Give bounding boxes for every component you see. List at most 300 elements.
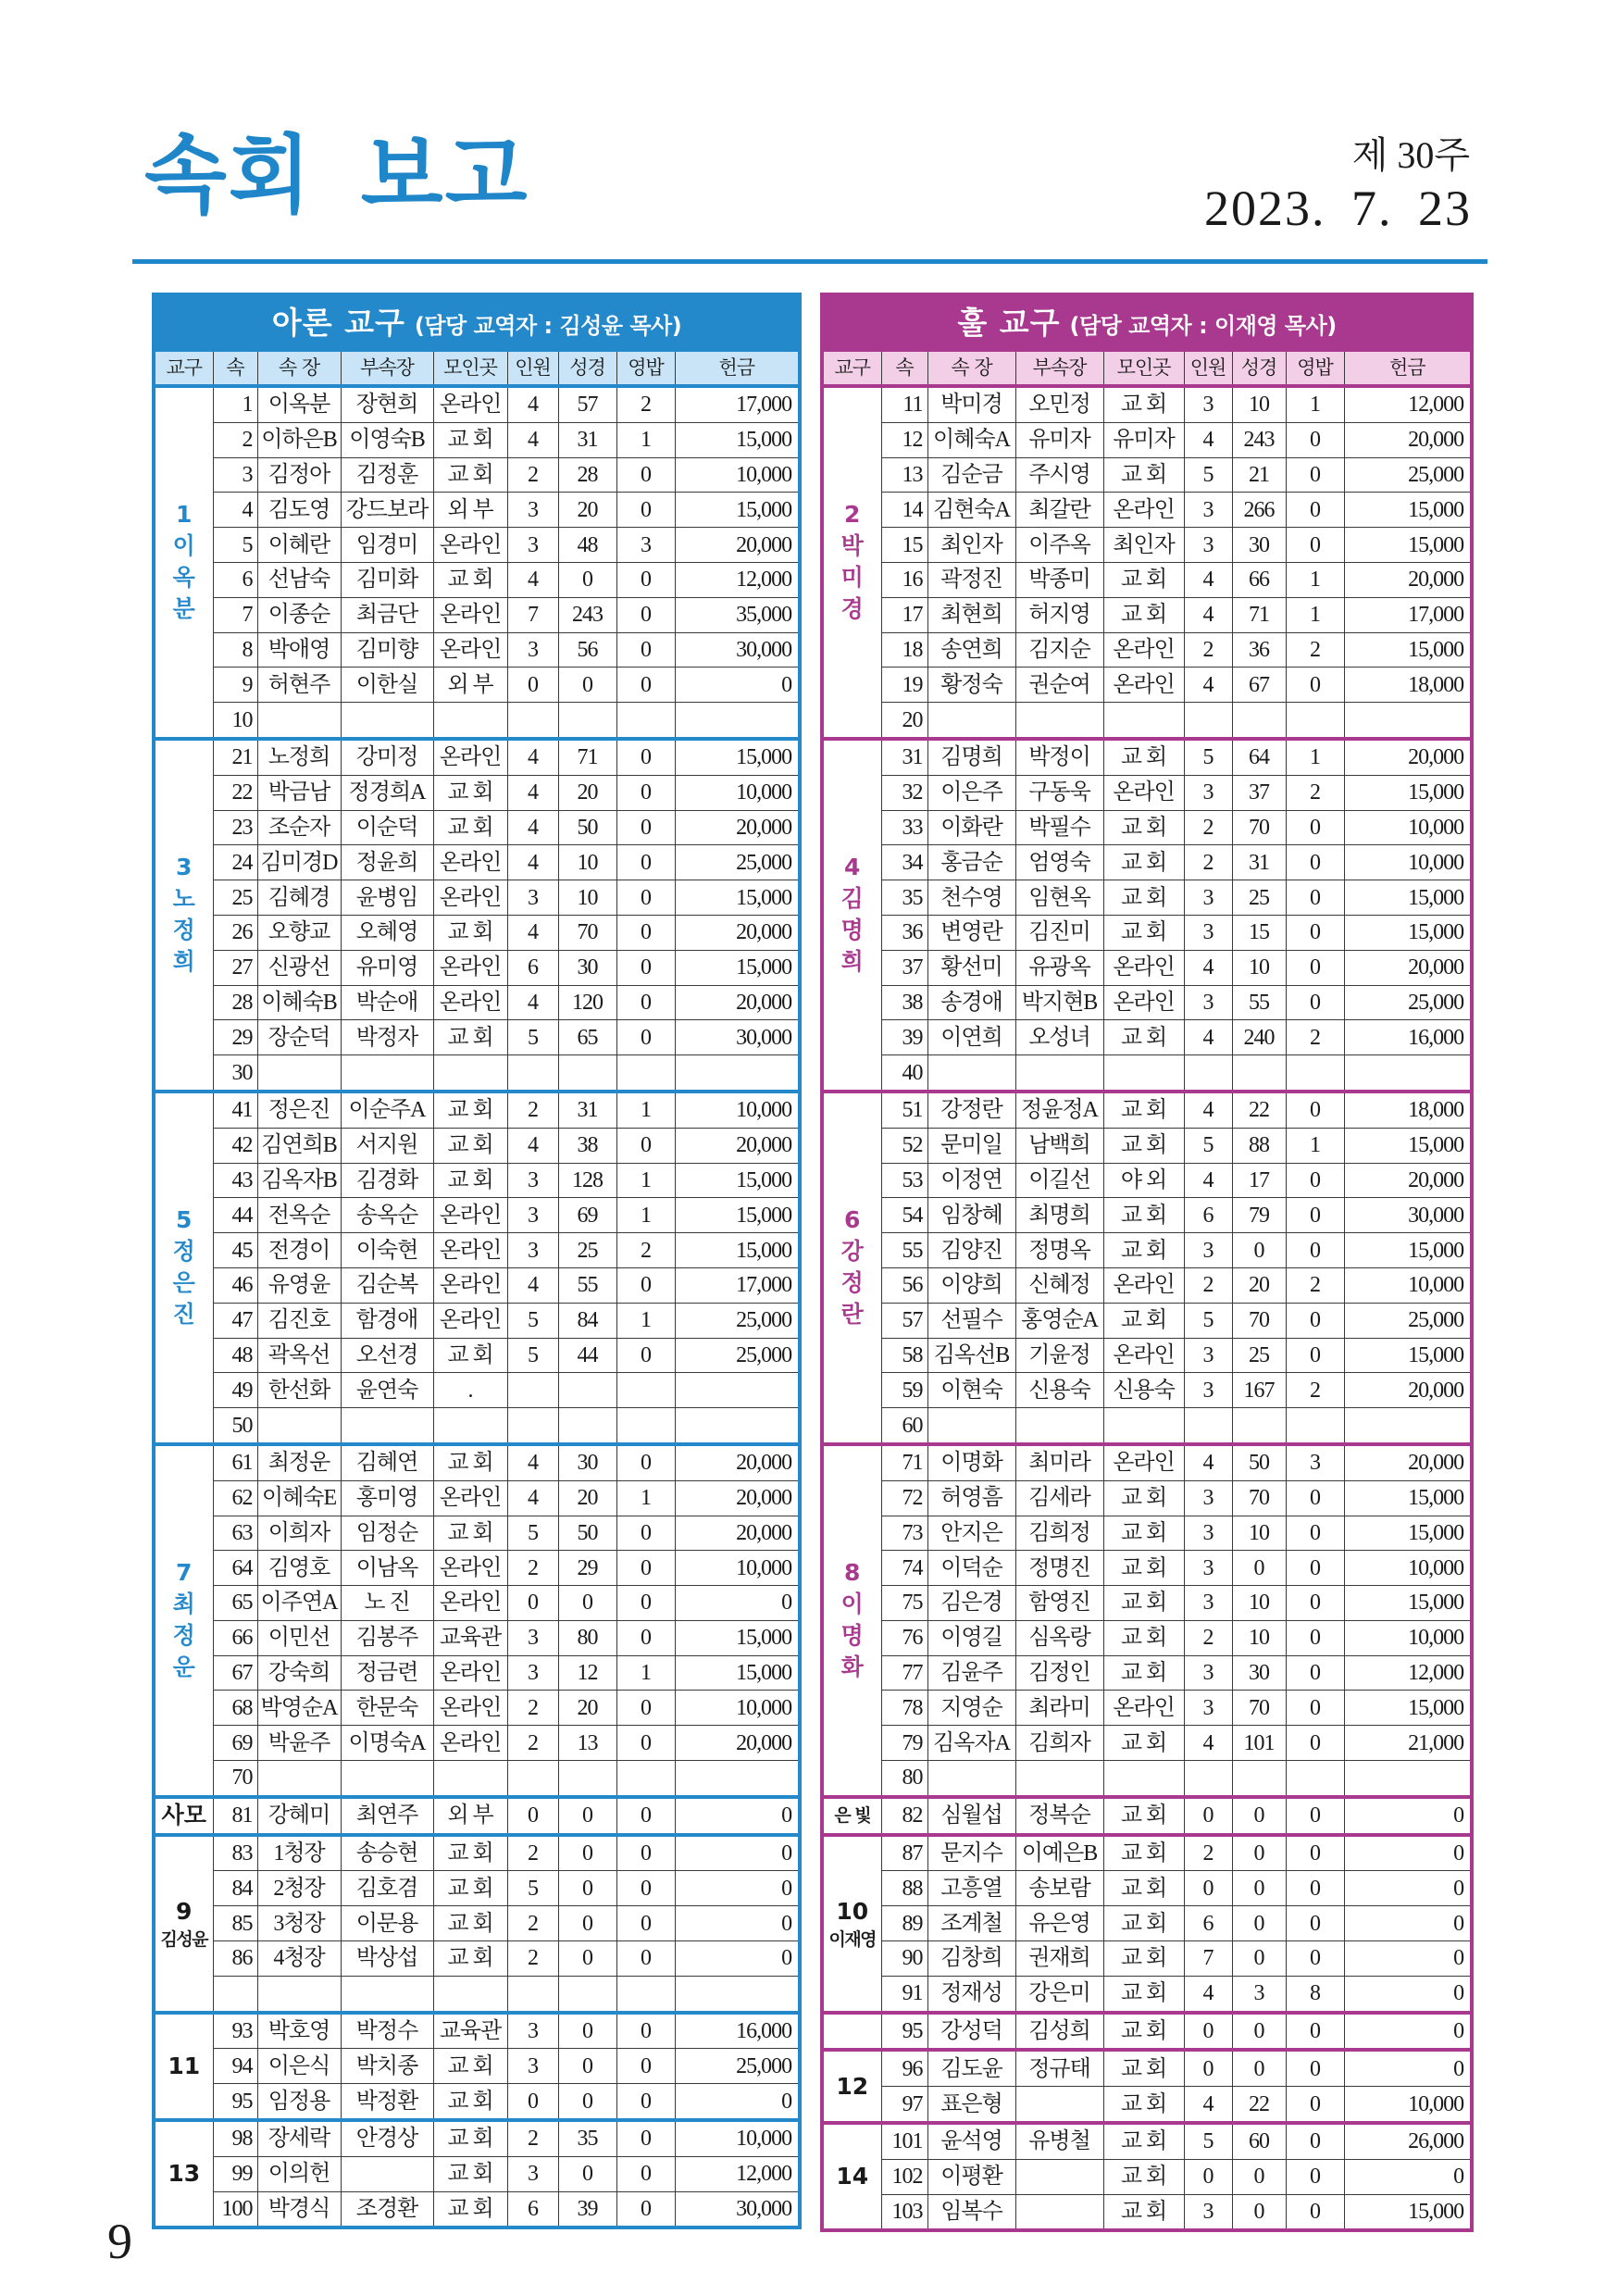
cell-yeongbap: 0: [616, 739, 675, 775]
cell-bible: 0: [558, 1871, 616, 1906]
cell-yeongbap: 0: [1286, 422, 1344, 457]
cell-place: 교 회: [433, 1871, 507, 1906]
cell-attendance: 2: [507, 1906, 558, 1941]
cell-yeongbap: 0: [616, 1871, 675, 1906]
report-row: [154, 1620, 800, 1655]
cell-yeongbap: 0: [616, 775, 675, 810]
cell-subleader: 박정이: [1015, 739, 1103, 775]
cell-leader: 박경식: [257, 2191, 341, 2227]
district-title: 아론 교구: [271, 304, 405, 341]
cell-offering: 0: [1344, 1941, 1472, 1977]
cell-offering: 15,000: [675, 880, 800, 916]
cell-leader: [257, 1761, 341, 1797]
cell-offering: 15,000: [1344, 1516, 1472, 1551]
cell-offering: [675, 1408, 800, 1444]
cell-bible: 70: [1232, 1691, 1286, 1726]
cell-bible: 0: [1232, 2159, 1286, 2194]
cell-subleader: 이순주A: [341, 1092, 433, 1128]
cell-bible: 38: [558, 1128, 616, 1163]
cell-yeongbap: [1286, 1055, 1344, 1092]
cell-offering: 25,000: [1344, 1303, 1472, 1338]
cell-subleader: 이숙현: [341, 1233, 433, 1268]
cell-subleader: 김호겸: [341, 1871, 433, 1906]
cell-yeongbap: 1: [1286, 597, 1344, 632]
cell-bible: [558, 1055, 616, 1092]
cell-leader: 홍금순: [927, 845, 1015, 880]
cell-place: 교 회: [433, 2191, 507, 2227]
cell-offering: 10,000: [1344, 1267, 1472, 1303]
column-header: 속 장: [257, 350, 341, 386]
cell-attendance: 4: [1184, 597, 1232, 632]
cell-leader: 이영길: [927, 1620, 1015, 1655]
cell-attendance: 2: [1184, 1835, 1232, 1871]
cell-yeongbap: 0: [1286, 1655, 1344, 1691]
table-title-row: [154, 294, 800, 350]
cell-sok: 91: [881, 1976, 927, 2012]
report-row: [154, 562, 800, 597]
aaron-district-table: [152, 293, 802, 2229]
column-header: 성경: [558, 350, 616, 386]
district-label-line: 13: [168, 2160, 201, 2188]
cell-attendance: 3: [507, 2049, 558, 2084]
cell-place: 온라인: [433, 1303, 507, 1338]
cell-yeongbap: 3: [616, 528, 675, 563]
cell-yeongbap: 0: [616, 1941, 675, 1977]
cell-leader: 이정연: [927, 1163, 1015, 1198]
cell-sok: 100: [213, 2191, 257, 2227]
report-row: [154, 668, 800, 703]
cell-place: 외 부: [433, 493, 507, 528]
cell-place: 교 회: [433, 1338, 507, 1373]
cell-bible: 0: [558, 1835, 616, 1871]
cell-yeongbap: 0: [616, 810, 675, 845]
cell-attendance: 0: [507, 2084, 558, 2120]
cell-place: 교 회: [1103, 1655, 1184, 1691]
cell-leader: 김정아: [257, 457, 341, 493]
report-row: [154, 1198, 800, 1233]
cell-yeongbap: [616, 703, 675, 739]
cell-place: [433, 1055, 507, 1092]
cell-offering: 15,000: [675, 950, 800, 985]
cell-place: [433, 1976, 507, 2012]
cell-subleader: 박정환: [341, 2084, 433, 2120]
cell-offering: 10,000: [1344, 1620, 1472, 1655]
cell-offering: 15,000: [1344, 1586, 1472, 1621]
cell-leader: 김영호: [257, 1551, 341, 1586]
cell-place: 온라인: [433, 1233, 507, 1268]
cell-attendance: 2: [507, 1835, 558, 1871]
cell-subleader: 박순애: [341, 985, 433, 1020]
cell-yeongbap: 2: [1286, 632, 1344, 668]
report-row: [822, 597, 1472, 632]
cell-bible: 10: [1232, 1620, 1286, 1655]
report-row: [822, 1551, 1472, 1586]
cell-subleader: 임현옥: [1015, 880, 1103, 916]
cell-bible: 57: [558, 386, 616, 422]
cell-attendance: 4: [507, 845, 558, 880]
cell-offering: 26,000: [1344, 2123, 1472, 2159]
cell-subleader: 김성희: [1015, 2013, 1103, 2051]
cell-place: 교 회: [1103, 1128, 1184, 1163]
cell-offering: 15,000: [1344, 1128, 1472, 1163]
cell-place: 교 회: [1103, 2194, 1184, 2230]
district-label-line: 은 빛: [834, 1805, 871, 1827]
cell-yeongbap: 0: [1286, 1163, 1344, 1198]
cell-attendance: 3: [507, 2013, 558, 2049]
cell-subleader: 강미정: [341, 739, 433, 775]
report-row: [154, 2156, 800, 2191]
cell-place: .: [433, 1373, 507, 1408]
cell-yeongbap: 0: [616, 1020, 675, 1055]
cell-bible: 79: [1232, 1198, 1286, 1233]
cell-bible: 28: [558, 457, 616, 493]
cell-attendance: 3: [507, 2156, 558, 2191]
cell-offering: 15,000: [675, 1163, 800, 1198]
cell-leader: [257, 703, 341, 739]
cell-place: 교 회: [1103, 1303, 1184, 1338]
cell-sok: 55: [881, 1233, 927, 1268]
cell-leader: 허현주: [257, 668, 341, 703]
cell-offering: 0: [1344, 2050, 1472, 2086]
report-row: [154, 703, 800, 739]
cell-place: 온라인: [433, 845, 507, 880]
cell-yeongbap: 1: [1286, 1128, 1344, 1163]
cell-place: 교육관: [433, 2013, 507, 2049]
district-label-line: 희: [172, 948, 195, 976]
report-row: [154, 1020, 800, 1055]
cell-attendance: [1184, 1055, 1232, 1092]
cell-yeongbap: 0: [616, 1691, 675, 1726]
cell-yeongbap: 0: [1286, 2050, 1344, 2086]
cell-leader: 이종순: [257, 597, 341, 632]
cell-sok: 70: [213, 1761, 257, 1797]
cell-yeongbap: 0: [1286, 1092, 1344, 1128]
report-row: [822, 775, 1472, 810]
cell-place: 교 회: [433, 422, 507, 457]
cell-sok: 19: [881, 668, 927, 703]
cell-offering: 16,000: [1344, 1020, 1472, 1055]
cell-bible: [558, 703, 616, 739]
report-row: [822, 2194, 1472, 2230]
cell-leader: 이혜숙E: [257, 1480, 341, 1516]
report-row: [154, 1267, 800, 1303]
report-row: [822, 1691, 1472, 1726]
cell-offering: 18,000: [1344, 668, 1472, 703]
cell-attendance: 6: [1184, 1198, 1232, 1233]
column-header: 헌금: [1344, 350, 1472, 386]
district-label-line: 김: [840, 885, 864, 913]
cell-yeongbap: 0: [1286, 2123, 1344, 2159]
cell-sok: 49: [213, 1373, 257, 1408]
cell-sok: 83: [213, 1835, 257, 1871]
cell-offering: 12,000: [1344, 1655, 1472, 1691]
cell-place: 온라인: [1103, 1691, 1184, 1726]
district-label-line: 김성윤: [160, 1928, 208, 1950]
cell-attendance: 3: [1184, 1233, 1232, 1268]
cell-sok: 45: [213, 1233, 257, 1268]
district-minister: (담당 교역자 : 이재영 목사): [1069, 312, 1337, 339]
cell-place: 교 회: [433, 1444, 507, 1480]
cell-subleader: [341, 1055, 433, 1092]
cell-offering: 30,000: [675, 632, 800, 668]
cell-yeongbap: 0: [616, 597, 675, 632]
cell-bible: 50: [1232, 1444, 1286, 1480]
cell-bible: 0: [1232, 1906, 1286, 1941]
report-row: [822, 1373, 1472, 1408]
cell-leader: 최현희: [927, 597, 1015, 632]
cell-leader: 안지은: [927, 1516, 1015, 1551]
column-header: 성경: [1232, 350, 1286, 386]
cell-place: 온라인: [433, 950, 507, 985]
cell-leader: 김도윤: [927, 2050, 1015, 2086]
cell-attendance: 3: [507, 1163, 558, 1198]
cell-leader: 3청장: [257, 1906, 341, 1941]
cell-place: 교 회: [1103, 562, 1184, 597]
report-row: [822, 1338, 1472, 1373]
cell-offering: 20,000: [675, 1480, 800, 1516]
cell-place: 교 회: [1103, 845, 1184, 880]
cell-leader: 선남숙: [257, 562, 341, 597]
cell-attendance: 3: [1184, 775, 1232, 810]
district-label-line: 3: [176, 854, 193, 881]
cell-offering: 20,000: [1344, 562, 1472, 597]
cell-attendance: 4: [507, 1444, 558, 1480]
cell-subleader: 정규태: [1015, 2050, 1103, 2086]
cell-offering: 20,000: [675, 1128, 800, 1163]
cell-leader: [927, 1408, 1015, 1444]
cell-attendance: 5: [507, 1303, 558, 1338]
report-row: [154, 1551, 800, 1586]
cell-leader: 박애영: [257, 632, 341, 668]
cell-attendance: 3: [507, 632, 558, 668]
cell-subleader: 신혜정: [1015, 1267, 1103, 1303]
cell-yeongbap: 0: [616, 845, 675, 880]
cell-subleader: 박지현B: [1015, 985, 1103, 1020]
cell-attendance: [507, 1761, 558, 1797]
cell-subleader: [341, 1408, 433, 1444]
cell-sok: 85: [213, 1906, 257, 1941]
cell-offering: 20,000: [1344, 1163, 1472, 1198]
district-label: [822, 1092, 881, 1444]
cell-leader: 장세락: [257, 2120, 341, 2156]
district-label-line: 11: [168, 2052, 201, 2079]
cell-bible: 25: [558, 1233, 616, 1268]
cell-place: 교 회: [1103, 2087, 1184, 2123]
cell-subleader: [1015, 2159, 1103, 2194]
cell-sok: 7: [213, 597, 257, 632]
cell-bible: 35: [558, 2120, 616, 2156]
page-number: 9: [107, 2214, 132, 2269]
cell-subleader: 이문용: [341, 1906, 433, 1941]
cell-yeongbap: 0: [1286, 457, 1344, 493]
cell-sok: 43: [213, 1163, 257, 1198]
cell-offering: 15,000: [675, 1655, 800, 1691]
cell-attendance: 3: [507, 528, 558, 563]
column-header: 부속장: [341, 350, 433, 386]
report-row: [822, 1871, 1472, 1906]
cell-sok: 64: [213, 1551, 257, 1586]
district-label-line: 박: [840, 532, 864, 560]
cell-subleader: 유은영: [1015, 1906, 1103, 1941]
cell-sok: 79: [881, 1726, 927, 1761]
cell-bible: 0: [1232, 2194, 1286, 2230]
cell-bible: 10: [1232, 950, 1286, 985]
cell-bible: [1232, 1408, 1286, 1444]
cell-leader: 이덕순: [927, 1551, 1015, 1586]
cell-subleader: 오혜영: [341, 915, 433, 950]
cell-yeongbap: 3: [1286, 1444, 1344, 1480]
cell-place: 교 회: [433, 1128, 507, 1163]
report-row: [822, 1198, 1472, 1233]
cell-yeongbap: 0: [616, 1551, 675, 1586]
cell-offering: 21,000: [1344, 1726, 1472, 1761]
district-label-line: 정: [172, 1238, 195, 1266]
cell-offering: 10,000: [675, 1691, 800, 1726]
cell-yeongbap: 0: [616, 1338, 675, 1373]
district-label-line: 명: [840, 1622, 864, 1650]
cell-attendance: 3: [1184, 1516, 1232, 1551]
cell-subleader: 주시영: [1015, 457, 1103, 493]
cell-sok: 103: [881, 2194, 927, 2230]
cell-offering: 15,000: [675, 1198, 800, 1233]
cell-yeongbap: 0: [616, 2120, 675, 2156]
report-row: [822, 1835, 1472, 1871]
cell-attendance: 2: [1184, 1267, 1232, 1303]
report-row: [154, 2191, 800, 2227]
cell-yeongbap: 2: [1286, 1020, 1344, 1055]
cell-leader: 최인자: [927, 528, 1015, 563]
cell-sok: 58: [881, 1338, 927, 1373]
cell-attendance: 4: [507, 1128, 558, 1163]
cell-offering: [675, 1055, 800, 1092]
cell-bible: [1232, 1761, 1286, 1797]
cell-subleader: [1015, 703, 1103, 739]
cell-leader: 김진호: [257, 1303, 341, 1338]
cell-subleader: 김미화: [341, 562, 433, 597]
cell-place: [433, 1761, 507, 1797]
cell-sok: 59: [881, 1373, 927, 1408]
cell-yeongbap: 2: [1286, 775, 1344, 810]
district-label-line: 이재영: [828, 1928, 877, 1950]
cell-attendance: 4: [1184, 562, 1232, 597]
cell-sok: 25: [213, 880, 257, 916]
cell-place: 온라인: [433, 739, 507, 775]
district-label: [154, 1835, 213, 2013]
cell-offering: 20,000: [1344, 1444, 1472, 1480]
cell-place: 교 회: [1103, 1620, 1184, 1655]
cell-place: 교 회: [1103, 810, 1184, 845]
cell-bible: 84: [558, 1303, 616, 1338]
cell-subleader: 권재희: [1015, 1941, 1103, 1977]
cell-offering: 30,000: [1344, 1198, 1472, 1233]
cell-leader: [927, 1055, 1015, 1092]
cell-sok: 67: [213, 1655, 257, 1691]
cell-subleader: 박정자: [341, 1020, 433, 1055]
cell-attendance: 7: [1184, 1941, 1232, 1977]
cell-leader: 천수영: [927, 880, 1015, 916]
district-label-line: 강: [840, 1238, 864, 1266]
cell-leader: 김옥자A: [927, 1726, 1015, 1761]
cell-place: 온라인: [433, 880, 507, 916]
cell-place: 교 회: [1103, 457, 1184, 493]
cell-offering: 20,000: [1344, 422, 1472, 457]
cell-sok: 46: [213, 1267, 257, 1303]
cell-offering: 17,000: [675, 386, 800, 422]
cell-offering: 15,000: [1344, 2194, 1472, 2230]
cell-leader: 김양진: [927, 1233, 1015, 1268]
cell-place: 교 회: [1103, 1480, 1184, 1516]
cell-subleader: [1015, 1408, 1103, 1444]
cell-subleader: 남백희: [1015, 1128, 1103, 1163]
cell-bible: 20: [558, 493, 616, 528]
cell-offering: 15,000: [1344, 528, 1472, 563]
cell-place: 교 회: [1103, 1198, 1184, 1233]
cell-offering: 20,000: [675, 985, 800, 1020]
cell-bible: 0: [558, 1586, 616, 1621]
cell-yeongbap: 0: [1286, 1516, 1344, 1551]
cell-bible: 67: [1232, 668, 1286, 703]
cell-subleader: 이길선: [1015, 1163, 1103, 1198]
cell-offering: 0: [675, 1871, 800, 1906]
cell-yeongbap: 0: [1286, 528, 1344, 563]
cell-yeongbap: [616, 1373, 675, 1408]
cell-leader: 강숙희: [257, 1655, 341, 1691]
cell-offering: 25,000: [675, 1338, 800, 1373]
cell-subleader: 오성녀: [1015, 1020, 1103, 1055]
cell-sok: 56: [881, 1267, 927, 1303]
cell-place: 교 회: [1103, 2123, 1184, 2159]
column-header: 속: [213, 350, 257, 386]
cell-attendance: 4: [1184, 950, 1232, 985]
cell-attendance: 3: [1184, 915, 1232, 950]
report-row: [822, 1761, 1472, 1797]
cell-subleader: 박상섭: [341, 1941, 433, 1977]
cell-leader: 전경이: [257, 1233, 341, 1268]
cell-sok: 4: [213, 493, 257, 528]
cell-leader: 송연희: [927, 632, 1015, 668]
report-row: [822, 386, 1472, 422]
cell-bible: 0: [1232, 1551, 1286, 1586]
report-row: [822, 1444, 1472, 1480]
report-row: [154, 1586, 800, 1621]
cell-place: 온라인: [433, 597, 507, 632]
cell-subleader: 최미라: [1015, 1444, 1103, 1480]
cell-sok: 6: [213, 562, 257, 597]
report-row: [822, 1233, 1472, 1268]
cell-offering: 25,000: [1344, 457, 1472, 493]
cell-offering: 0: [1344, 2013, 1472, 2051]
cell-yeongbap: 0: [616, 562, 675, 597]
cell-attendance: 0: [507, 668, 558, 703]
cell-offering: [1344, 1761, 1472, 1797]
cell-bible: 12: [558, 1655, 616, 1691]
cell-attendance: 3: [507, 1620, 558, 1655]
cell-bible: 13: [558, 1726, 616, 1761]
cell-sok: 57: [881, 1303, 927, 1338]
cell-leader: 황선미: [927, 950, 1015, 985]
district-label-line: 5: [176, 1206, 193, 1234]
cell-offering: 30,000: [675, 2191, 800, 2227]
cell-leader: 이하은B: [257, 422, 341, 457]
district-label: [822, 386, 881, 739]
cell-leader: 표은형: [927, 2087, 1015, 2123]
cell-offering: 25,000: [1344, 985, 1472, 1020]
cell-leader: 지영순: [927, 1691, 1015, 1726]
cell-sok: 33: [881, 810, 927, 845]
cell-attendance: 3: [1184, 2194, 1232, 2230]
cell-yeongbap: 1: [1286, 739, 1344, 775]
cell-yeongbap: 0: [1286, 915, 1344, 950]
